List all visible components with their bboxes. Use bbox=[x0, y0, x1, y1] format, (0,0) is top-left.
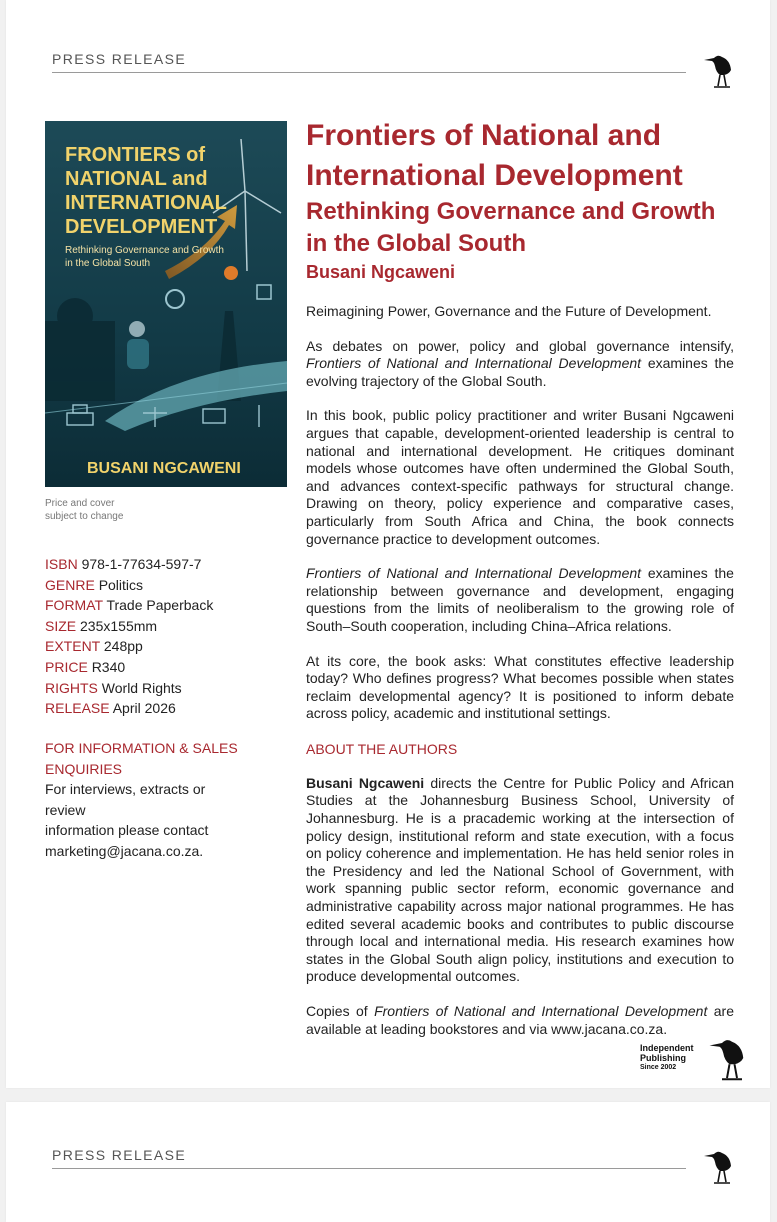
cover-author: BUSANI NGCAWENI bbox=[87, 460, 241, 477]
book-subtitle: Rethinking Governance and Growth in the Global South bbox=[306, 198, 716, 257]
publisher-line: Independent bbox=[640, 1043, 694, 1053]
header-divider bbox=[52, 1168, 686, 1169]
cover-note bbox=[45, 497, 185, 523]
heron-logo-icon bbox=[706, 1033, 748, 1083]
main-content bbox=[306, 116, 734, 1038]
cover-subtitle-line-2: in the Global South bbox=[65, 258, 151, 269]
themes-paragraph: Frontiers of National and International Development examines the relationship between governance and development, engaging questions from the limits of neoliberalism to the growing role of South–South cooperation, including China–Africa relations. bbox=[306, 565, 734, 634]
argument-paragraph: In this book, public policy practitioner and writer Busani Ngcaweni argues that capable, development-oriented leadership is central to national and international development. He critiques dominant models whose outcomes have often undermined the Global South, and advances context-specific pathways for structural change. Drawing on theory, policy experience and comparative cases, particularly from South Africa and China, the book connects governance practice to development outcomes. bbox=[306, 407, 734, 547]
meta-price: PRICE R340 bbox=[45, 658, 126, 675]
cover-title-line-4: DEVELOPMENT bbox=[65, 216, 218, 238]
book-title: Frontiers of National and International Development bbox=[306, 119, 683, 192]
publisher-since: Since 2002 bbox=[640, 1064, 677, 1071]
cover-title-line-3: INTERNATIONAL bbox=[65, 192, 227, 214]
tagline: Reimagining Power, Governance and the Future of Development. bbox=[306, 303, 712, 319]
independent-publishing-logo bbox=[640, 1033, 750, 1083]
enquiries-text-line: information please contact bbox=[45, 822, 209, 839]
meta-rights: RIGHTS World Rights bbox=[45, 679, 182, 696]
enquiries-heading-line: ENQUIRIES bbox=[45, 760, 123, 777]
press-release-label: PRESS RELEASE bbox=[52, 51, 187, 67]
enquiries-heading-line: FOR INFORMATION & SALES bbox=[45, 740, 238, 756]
press-release-page bbox=[6, 0, 770, 1088]
cover-title-line-1: FRONTIERS of bbox=[65, 144, 205, 166]
meta-genre: GENRE Politics bbox=[45, 576, 144, 593]
meta-release: RELEASE April 2026 bbox=[45, 700, 176, 717]
heron-logo-icon bbox=[702, 1146, 734, 1186]
meta-format: FORMAT Trade Paperback bbox=[45, 597, 214, 614]
enquiries-email[interactable]: marketing@jacana.co.za. bbox=[45, 842, 204, 859]
press-release-page-2 bbox=[6, 1102, 770, 1222]
about-authors-heading: ABOUT THE AUTHORS bbox=[306, 740, 458, 757]
cover-note-line: subject to change bbox=[45, 511, 124, 522]
cover-subtitle-line-1: Rethinking Governance and Growth bbox=[65, 245, 224, 256]
questions-paragraph: At its core, the book asks: What constitutes effective leadership today? Who defines progress? What becomes possible when states reclaim developmental agency? It is positioned to inform debate across policy, academic and institutional settings. bbox=[306, 652, 734, 722]
meta-isbn: ISBN 978-1-77634-597-7 bbox=[45, 556, 202, 572]
book-author: Busani Ngcaweni bbox=[306, 262, 456, 282]
cover-title-line-2: NATIONAL and bbox=[65, 168, 208, 190]
meta-size: SIZE 235x155mm bbox=[45, 617, 158, 634]
press-release-label: PRESS RELEASE bbox=[52, 1147, 187, 1163]
heron-logo-icon bbox=[702, 50, 734, 90]
book-cover-image bbox=[45, 121, 287, 487]
meta-extent: EXTENT 248pp bbox=[45, 638, 143, 655]
intro-paragraph: As debates on power, policy and global governance intensify, Frontiers of National and International Development examines the evolving trajectory of the Global South. bbox=[306, 337, 734, 389]
publisher-line: Publishing bbox=[640, 1053, 686, 1063]
availability-paragraph: Copies of Frontiers of National and International Development are available at leading bookstores and via www.jacana.co.za. bbox=[306, 1003, 734, 1037]
book-metadata bbox=[45, 554, 245, 719]
author-bio: Busani Ngcaweni directs the Centre for Public Policy and African Studies at the Johannesburg Business School, University of Johannesburg. He is a pracademic working at the intersection of policy design, institutional reform and state execution, with a focus on policy coherence and implementation. He has held senior roles in the Presidency and led the National School of Government, with work spanning public sector reform, economic governance and administrative capability across major national programmes. He has edited several academic books and contributes to public discourse through local and international media. His research examines how states in the Global South align policy, institutions and execution to produce developmental outcomes. bbox=[306, 774, 734, 985]
enquiries-text-line: For interviews, extracts or review bbox=[45, 781, 206, 818]
header-divider bbox=[52, 72, 686, 73]
sales-enquiries bbox=[45, 738, 245, 862]
cover-note-line: Price and cover bbox=[45, 498, 115, 509]
